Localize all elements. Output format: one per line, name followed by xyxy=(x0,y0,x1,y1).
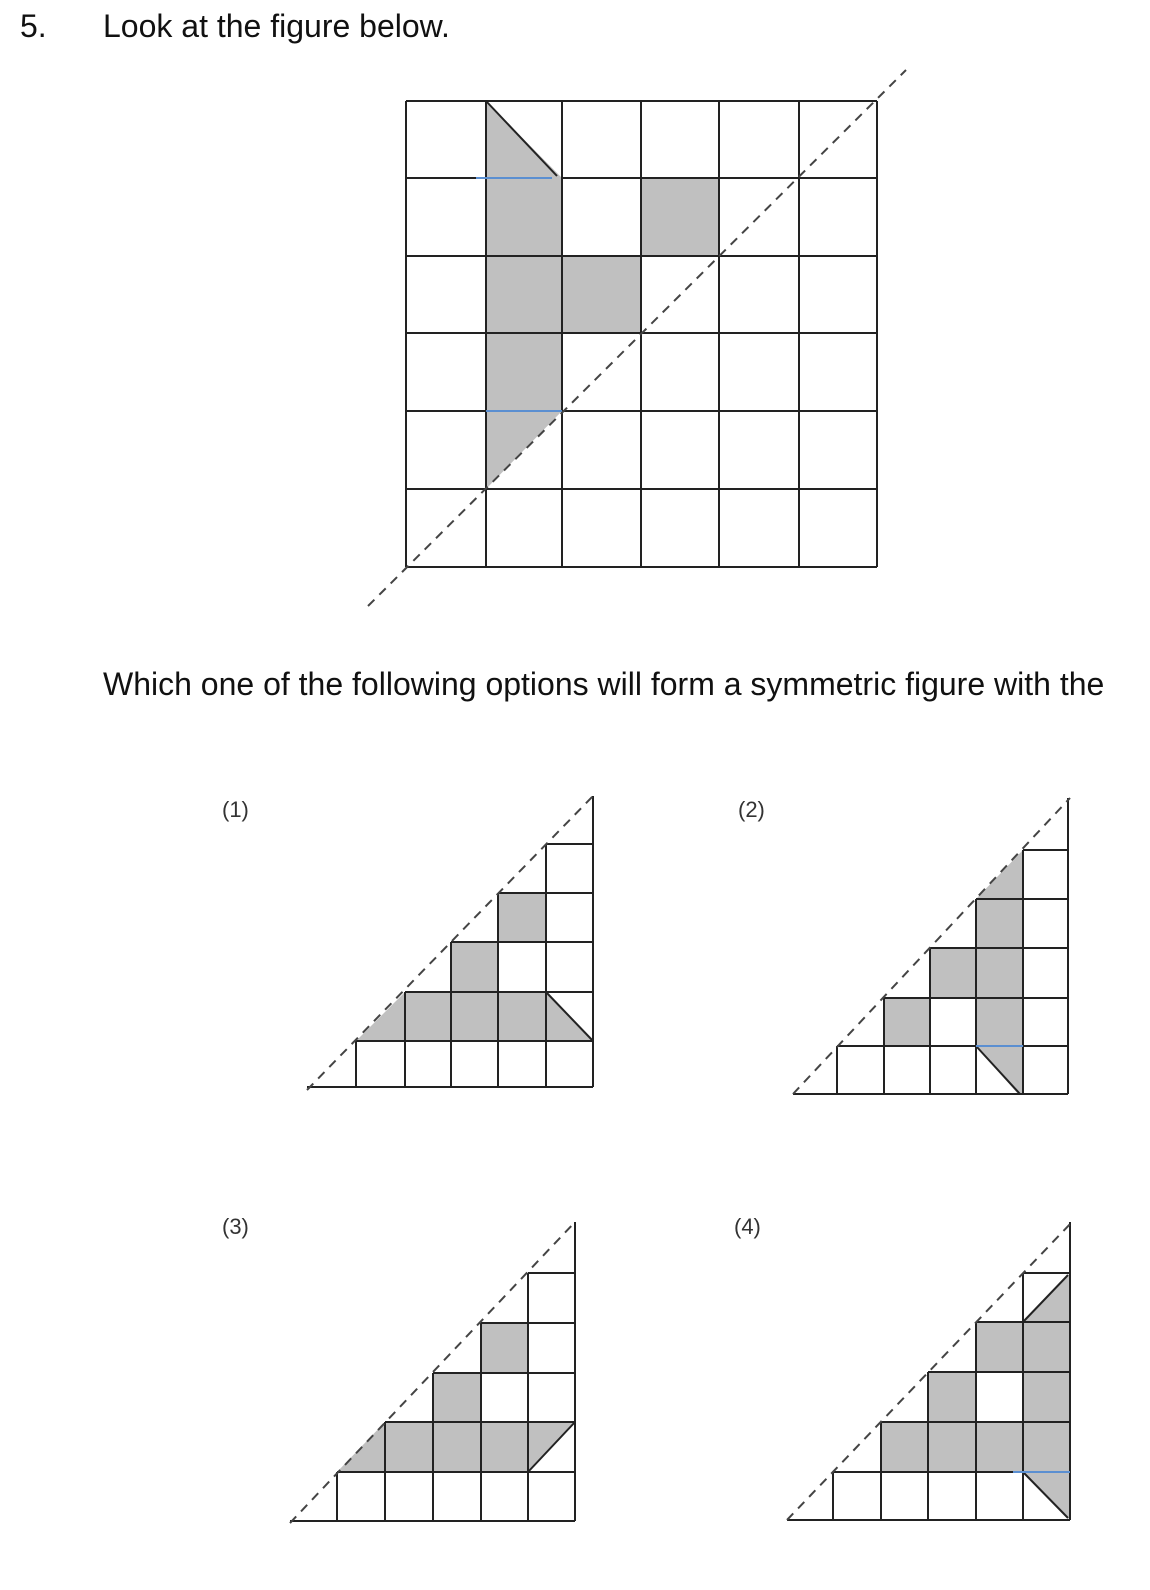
shaded-cell xyxy=(1023,1422,1070,1472)
shaded-cell xyxy=(385,1422,433,1472)
shaded-cell xyxy=(976,948,1023,998)
shaded-cell xyxy=(433,1422,481,1472)
shaded-cell xyxy=(976,899,1023,948)
shaded-cell xyxy=(641,178,719,256)
shaded-cell xyxy=(928,1372,976,1422)
option-2-figure xyxy=(793,798,1070,1094)
shaded-cell xyxy=(881,1422,928,1472)
shaded-cell xyxy=(930,948,976,998)
question-number: 5. xyxy=(20,8,47,44)
symmetry-line xyxy=(368,70,906,606)
shaded-cell xyxy=(1023,1372,1070,1422)
option-3-label[interactable]: (3) xyxy=(222,1214,249,1239)
shaded-cell xyxy=(976,1422,1023,1472)
shaded-cell xyxy=(433,1373,481,1422)
shaded-cell xyxy=(976,998,1023,1046)
option-3-figure xyxy=(290,1222,575,1523)
shaded-triangle xyxy=(356,992,405,1041)
main-figure xyxy=(368,70,906,606)
option-1-figure xyxy=(307,796,593,1090)
shaded-cell xyxy=(486,178,562,256)
shaded-cell xyxy=(451,992,498,1041)
option-4-label[interactable]: (4) xyxy=(734,1214,761,1239)
shaded-cell xyxy=(976,1322,1023,1372)
question-prompt: Which one of the following options will form a symmetric figure with the xyxy=(103,666,1105,702)
shaded-cell xyxy=(498,893,546,942)
question-text: Look at the figure below. xyxy=(103,8,450,44)
shaded-cell xyxy=(486,333,562,411)
shaded-cell xyxy=(405,992,451,1041)
shaded-cell xyxy=(481,1323,528,1373)
symmetry-line xyxy=(793,798,1070,1094)
option-4-figure xyxy=(787,1222,1072,1520)
option-4-grid xyxy=(787,1222,1070,1520)
shaded-cell xyxy=(481,1422,528,1472)
shaded-cell xyxy=(928,1422,976,1472)
shaded-cell xyxy=(486,256,562,333)
shaded-cell xyxy=(884,998,930,1046)
shaded-cell xyxy=(562,256,641,333)
option-2-label[interactable]: (2) xyxy=(738,797,765,822)
option-1-label[interactable]: (1) xyxy=(222,797,249,822)
shaded-cell xyxy=(498,992,546,1041)
option-2-grid xyxy=(793,798,1068,1094)
shaded-cell xyxy=(1023,1322,1070,1372)
shaded-cell xyxy=(451,942,498,992)
option-1-grid xyxy=(307,796,593,1087)
